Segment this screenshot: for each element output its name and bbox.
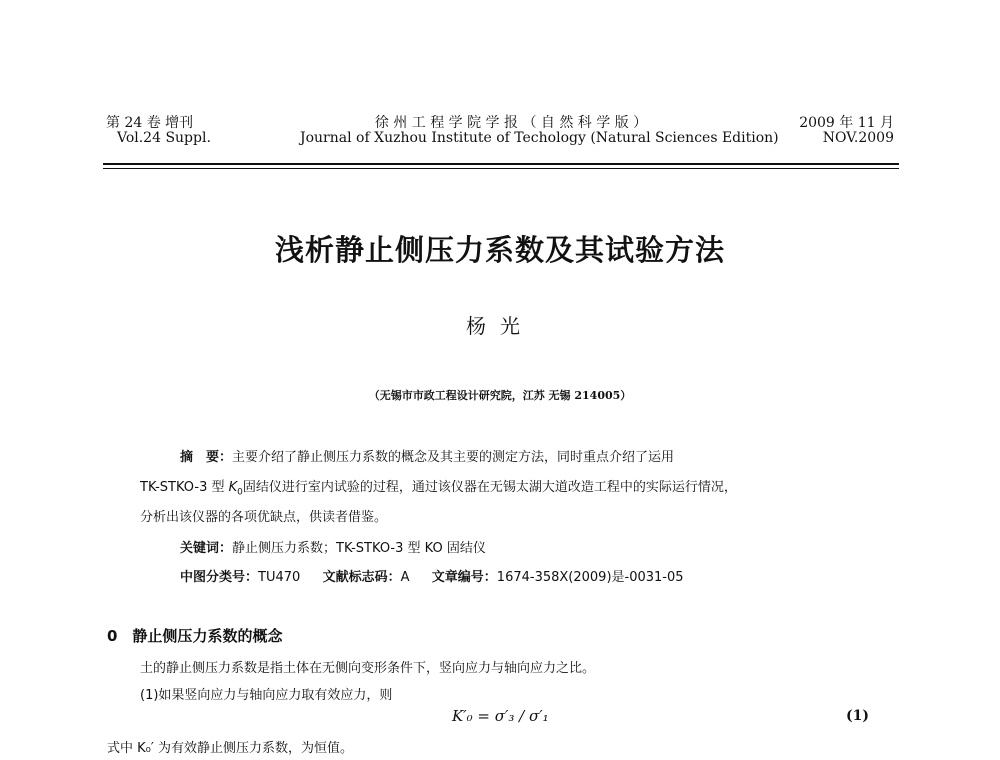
- abstract-label: 摘 要：: [180, 450, 233, 465]
- date-en: NOV.2009: [822, 130, 894, 146]
- abstract-text-2a: TK-STKO-3 型: [140, 480, 229, 495]
- keywords-label: 关键词：: [180, 541, 233, 556]
- header-rule-thin: [103, 168, 899, 169]
- k0-symbol: K: [228, 480, 238, 495]
- volume-cn: 第 24 卷 增刊: [106, 115, 194, 131]
- abstract-text-3: 分析出该仪器的各项优缺点，供读者借鉴。: [140, 510, 388, 525]
- volume-en: Vol.24 Suppl.: [117, 130, 211, 146]
- article-value: 1674-358X(2009)是-0031-05: [496, 570, 684, 585]
- abstract-text-2b: 固结仪进行室内试验的过程，通过该仪器在无锡太湖大道改造工程中的实际运行情况，: [242, 480, 737, 495]
- k0-subscript: 0: [237, 487, 243, 498]
- equation-number: (1): [846, 708, 869, 724]
- formula-1: K′₀ = σ′₃ / σ′₁: [452, 707, 549, 725]
- doc-label: 文献标志码：: [322, 570, 401, 585]
- abstract-line-2: [140, 476, 737, 498]
- classification-line: [180, 566, 684, 585]
- section-para-2: (1)如果竖向应力与轴向应力取有效应力，则: [140, 688, 393, 703]
- article-label: 文章编号：: [431, 570, 497, 585]
- section-heading: 0 静止侧压力系数的概念: [107, 627, 283, 645]
- author: 杨光: [466, 314, 534, 338]
- header-rule-thick: [103, 163, 899, 165]
- journal-cn: 徐 州 工 程 学 院 学 报 （ 自 然 科 学 版 ）: [374, 115, 648, 131]
- abstract-line-1: [180, 446, 674, 465]
- doc-value: A: [400, 570, 410, 585]
- abstract-text-1: 主要介绍了静止侧压力系数的概念及其主要的测定方法，同时重点介绍了运用: [232, 450, 675, 465]
- clc-value: TU470: [258, 570, 301, 585]
- affiliation: （无锡市市政工程设计研究院，江苏 无锡 214005）: [368, 389, 632, 402]
- section-para-3: 式中 K₀′ 为有效静止侧压力系数，为恒值。: [107, 741, 353, 756]
- date-cn: 2009 年 11 月: [799, 115, 894, 131]
- paper-title: 浅析静止侧压力系数及其试验方法: [274, 233, 725, 267]
- keywords-value: 静止侧压力系数；TK-STKO-3 型 KO 固结仪: [232, 541, 486, 556]
- keywords-line: [180, 537, 486, 556]
- journal-en: Journal of Xuzhou Institute of Techology (Natural Sciences Edition): [300, 130, 779, 146]
- clc-label: 中图分类号：: [180, 570, 259, 585]
- section-para-1: 土的静止侧压力系数是指土体在无侧向变形条件下，竖向应力与轴向应力之比。: [140, 661, 596, 676]
